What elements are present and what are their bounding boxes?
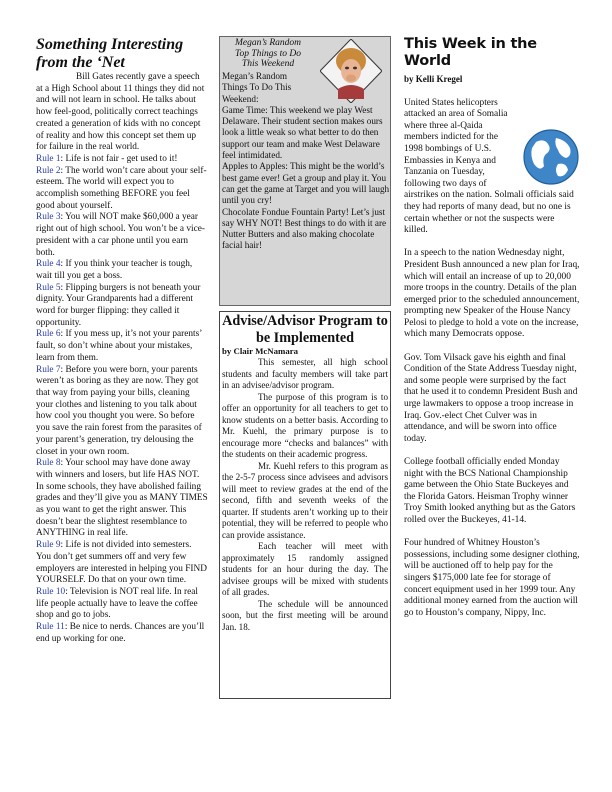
megan-body-line: Apples to Apples: This might be the world’s best game ever! Get a group and play it. You can get the game at Target and you will laugh until you cry! bbox=[222, 161, 390, 206]
rule-text: : If you mess up, it’s not your parents’ fault, so don’t whine about your mistakes, learn from them. bbox=[36, 329, 202, 363]
rule-label: Rule 4 bbox=[36, 259, 61, 270]
rule-label: Rule 11 bbox=[36, 622, 65, 633]
advisor-paragraph: Each teacher will meet with approximately 15 randomly assigned students for an hour during the day. The advisee groups will be mixed with students of all grades. bbox=[222, 541, 388, 597]
left-intro: Bill Gates recently gave a speech at a High School about 11 things they did not and will not learn in school. He talks about how feel-good, politically correct teachings created a generation of kids with no concept of reality and how this concept set them up for failure in the real world. bbox=[36, 72, 205, 153]
left-article bbox=[36, 36, 208, 645]
advisor-paragraph: Mr. Kuehl refers to this program as the 2-5-7 process since advisees and advisors will meet to review grades at the end of the second, fifth and seventh weeks of the quarter. If students aren’t working up to their potential, they will be referred to people who can provide assistance. bbox=[222, 460, 388, 540]
right-article bbox=[404, 36, 580, 631]
rule-item bbox=[36, 166, 208, 213]
right-byline: by Kelli Kregel bbox=[404, 74, 463, 84]
megan-box-body bbox=[222, 71, 390, 252]
rule-label: Rule 7 bbox=[36, 364, 61, 375]
rule-item bbox=[36, 329, 208, 364]
rule-text: : If you think your teacher is tough, wait till you get a boss. bbox=[36, 259, 193, 281]
right-paragraph: United States helicopters attacked an area of Somalia where three al-Qaida members indicted for the 1998 bombings of U.S. Embassies in Kenya and Tanzania on Tuesday, following two days of airstrikes on the nation. Solmali officials said they had reports of many dead, but no one is certain whether or not the suspects were killed. bbox=[404, 97, 574, 236]
rule-item bbox=[36, 365, 208, 459]
right-paragraph: Gov. Tom Vilsack gave his eighth and final Condition of the State Address Tuesday night, and some people were surprised by the fact that he used it to condemn President Bush and urge lawmakers to oppose a troop increase in Iraq. Gov.-elect Chet Culver was in attendance, and will be sworn into office today. bbox=[404, 352, 578, 444]
rule-item bbox=[36, 587, 208, 622]
right-paragraph: In a speech to the nation Wednesday night, President Bush announced a new plan for Iraq, which will entail an increase of up to 20,000 more troops in the country. Details of the plan emerged prior to the scheduled announcement, prompting new Speaker of the House Nancy Pelosi to pledge to hold a vote on the increase, which many Democrats oppose. bbox=[404, 248, 580, 340]
rule-label: Rule 1 bbox=[36, 153, 61, 164]
rule-label: Rule 5 bbox=[36, 282, 61, 293]
rule-label: Rule 2 bbox=[36, 165, 61, 176]
right-article-title: This Week in the World bbox=[404, 36, 537, 69]
megan-body-line: Game Time: This weekend we play West Delaware. Their student section makes ours look a little weak so what better to do then support our team and make West Delaware feel intimidated. bbox=[222, 104, 383, 161]
megan-body-line: Chocolate Fondue Fountain Party! Let’s just say WHY NOT! Best things to do with it are Nutter Butters and also making chocolate facial hair! bbox=[222, 206, 387, 251]
rule-text: : The world won’t care about your self-esteem. The world will expect you to accomplish something BEFORE you feel good about yourself. bbox=[36, 165, 207, 211]
rules-list bbox=[36, 154, 208, 646]
megan-top-things-box bbox=[219, 36, 391, 306]
left-article-title bbox=[36, 36, 208, 72]
rule-item bbox=[36, 458, 208, 540]
rule-text: : Life is not fair - get used to it! bbox=[60, 153, 178, 164]
rule-label: Rule 10 bbox=[36, 586, 66, 597]
rule-label: Rule 9 bbox=[36, 540, 61, 551]
rule-text: : Before you were born, your parents weren’t as boring as they are now. They got that way from paying your bills, cleaning your clothes and listening to you talk about how cool you thought you were. So before you save the rain forest from the parasites of your parent’s generation, try delousing the closet in your own room. bbox=[36, 364, 202, 457]
rule-text: : Flipping burgers is not beneath your dignity. Your Grandparents had a different word for burger flipping: they called it opportunity. bbox=[36, 282, 201, 328]
rule-text: : Be nice to nerds. Chances are you’ll end up working for one. bbox=[36, 622, 205, 644]
advisor-paragraph: The purpose of this program is to offer an opportunity for all teachers to get to know students on a better basis. According to Mr. Kuehl, the primary purpose is to encourage more “checks and balances” with the students on their academic progress. bbox=[222, 391, 388, 459]
rule-text: : Your school may have done away with winners and losers, but life HAS NOT. In some schools, they have abolished failing grades and they’ll give you as MANY TIMES as you want to get the right answer. This doesn’t bear the slightest resemblance to ANYTHING in real life. bbox=[36, 458, 208, 539]
advisor-paragraph: The schedule will be announced soon, but the first meeting will be around Jan. 18. bbox=[222, 598, 388, 632]
megan-title-line: This Weekend bbox=[241, 59, 295, 70]
rule-text: : Television is NOT real life. In real life people actually have to leave the coffee shop and go to jobs. bbox=[36, 586, 198, 621]
right-paragraph: Four hundred of Whitney Houston’s possessions, including some designer clothing, will be auctioned off to help pay for the singers $175,000 late fee for storage of concert equipment used in her 1999 tour. Any additional money earned from the auction will go to Houston’s company, Nippy, Inc. bbox=[404, 538, 580, 618]
left-title-line2: from the ‘Net bbox=[36, 54, 125, 71]
rule-item bbox=[36, 283, 208, 330]
megan-title-line: Top Things to Do bbox=[235, 48, 301, 59]
rule-item bbox=[36, 154, 208, 166]
globe-icon bbox=[522, 128, 580, 186]
rule-item bbox=[36, 259, 208, 282]
rule-item bbox=[36, 622, 208, 645]
megan-title-line: Megan’s Random bbox=[234, 38, 302, 48]
advisor-article-title: Advise/Advisor Program to be Implemented bbox=[222, 313, 388, 346]
rule-text: : Life is not divided into semesters. You don’t get summers off and very few employers are interested in helping you FIND YOURSELF. Do that on your own time. bbox=[36, 540, 207, 586]
rule-item bbox=[36, 540, 208, 587]
right-paragraph: College football officially ended Monday night with the BCS National Championship game between the Ohio State Buckeyes and the Florida Gators. Heisman Trophy winner Troy Smith looked anything but as the Gators rolled over the Buckeyes, 41-14. bbox=[404, 457, 576, 525]
advisor-paragraph: This semester, all high school students and faculty members will take part in an advisee/advisor program. bbox=[222, 357, 388, 390]
rule-label: Rule 8 bbox=[36, 458, 61, 469]
rule-label: Rule 6 bbox=[36, 329, 61, 340]
rule-text: : You will NOT make $60,000 a year right out of high school. You won’t be a vice-president with a car phone until you earn both. bbox=[36, 212, 205, 258]
rule-item bbox=[36, 212, 208, 259]
rule-label: Rule 3 bbox=[36, 212, 61, 223]
left-title-line1: Something Interesting bbox=[36, 36, 184, 53]
megan-body-line: Megan’s Random Things To Do This Weekend: bbox=[222, 71, 292, 104]
advisor-body bbox=[222, 357, 388, 633]
advisor-byline: by Clair McNamara bbox=[222, 346, 299, 356]
advisor-article-box bbox=[219, 311, 391, 699]
megan-box-title bbox=[222, 38, 314, 70]
